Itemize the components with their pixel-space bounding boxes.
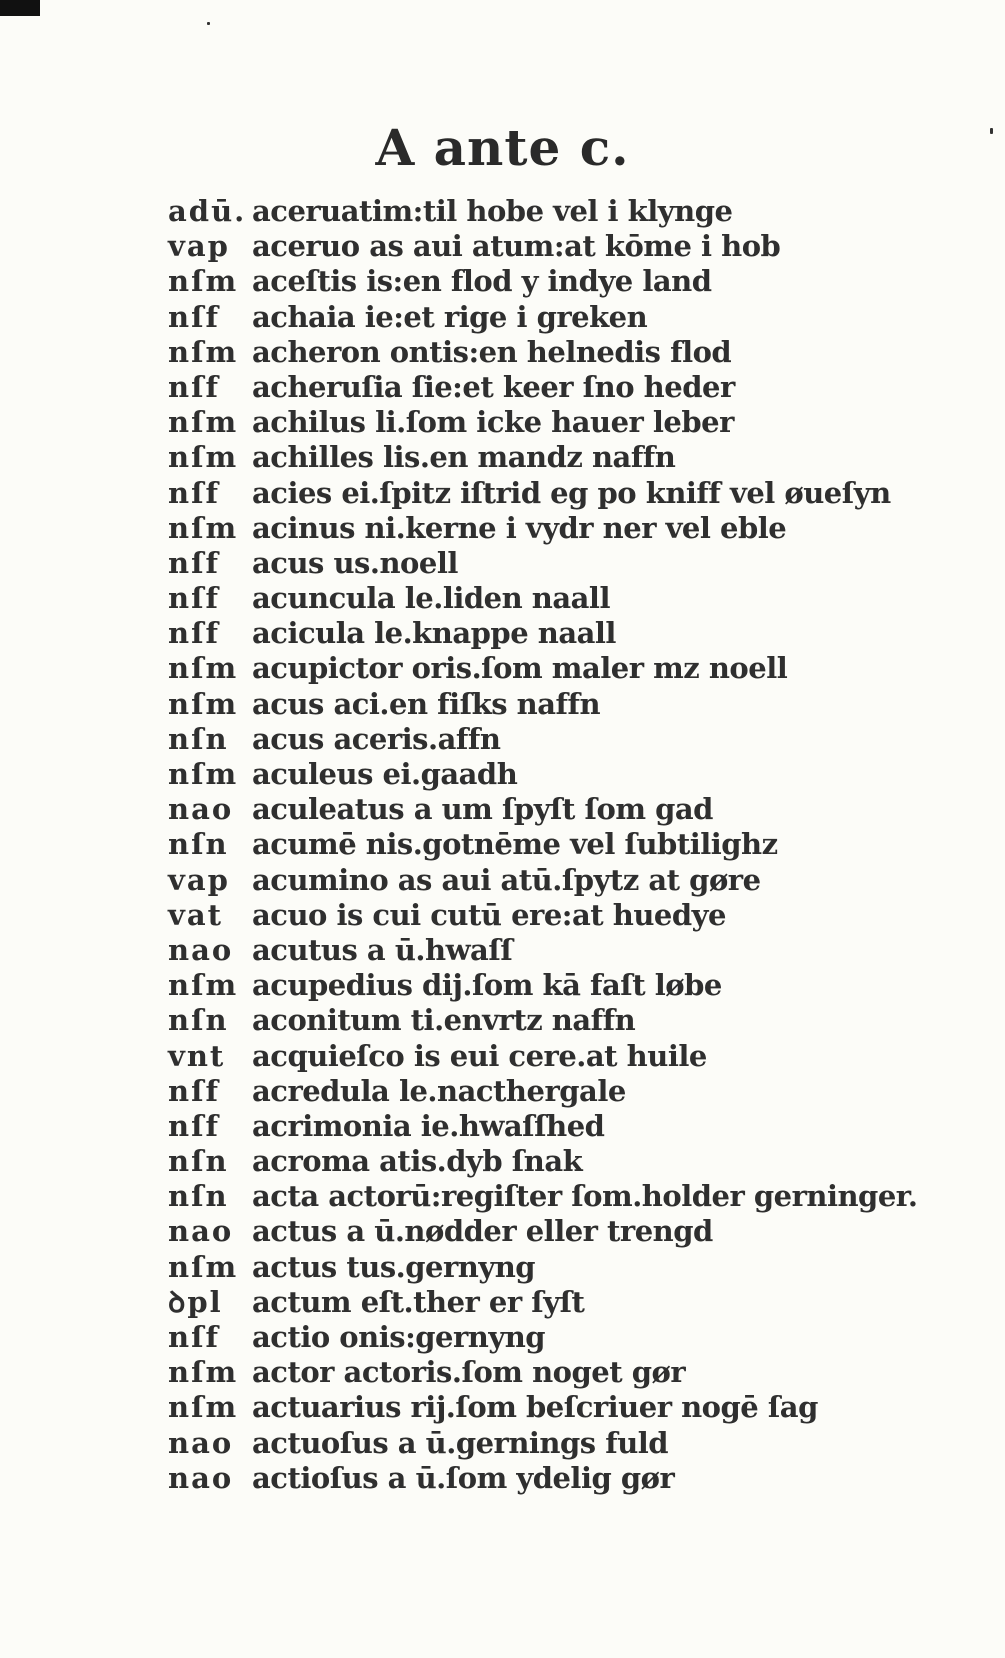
dictionary-entry: [168, 194, 998, 229]
entry-definition: acinus ni.kerne i vydr ner vel eble: [252, 510, 787, 545]
dictionary-entry: [168, 1039, 998, 1074]
dictionary-entry: [168, 1285, 998, 1320]
dictionary-entry: [168, 476, 998, 511]
dictionary-entry: [168, 264, 998, 299]
dictionary-entry: [168, 1214, 998, 1249]
grammar-abbreviation: nſn: [168, 1179, 229, 1214]
grammar-abbreviation: vap: [168, 862, 230, 897]
entry-definition: acta actorū:regiſter ſom.holder gerninger.: [252, 1179, 918, 1214]
page-heading: A ante c.: [375, 118, 630, 177]
entry-definition: acheruſia ſie:et keer ſno heder: [252, 369, 735, 404]
entry-definition: actum eſt.ther er ſyſt: [252, 1284, 585, 1319]
dictionary-entry: [168, 1074, 998, 1109]
dictionary-entry: [168, 1390, 998, 1425]
grammar-abbreviation: vnt: [168, 1038, 226, 1073]
entry-definition: acupedius dij.ſom kā faſt løbe: [252, 968, 722, 1003]
dictionary-entry: [168, 757, 998, 792]
dictionary-entry: [168, 687, 998, 722]
dictionary-entry: [168, 1179, 998, 1214]
grammar-abbreviation: nſn: [168, 1144, 229, 1179]
grammar-abbreviation: nſf: [168, 1108, 221, 1143]
grammar-abbreviation: nſf: [168, 1320, 221, 1354]
dictionary-entry: [168, 581, 998, 616]
entry-definition: acumē nis.gotnēme vel ſubtilighz: [252, 827, 778, 862]
entry-definition: aculeatus a um ſpyſt ſom gad: [252, 792, 713, 827]
dictionary-entry: [168, 1426, 998, 1461]
grammar-abbreviation: nſm: [168, 405, 239, 440]
entry-definition: aceſtis is:en flod y indye land: [252, 264, 712, 299]
entry-definition: achilus li.ſom icke hauer leber: [252, 405, 734, 440]
dictionary-entry: [168, 546, 998, 581]
grammar-abbreviation: nſm: [168, 651, 239, 686]
grammar-abbreviation: nao: [168, 1425, 234, 1460]
grammar-abbreviation: nſf: [168, 545, 221, 580]
dictionary-entry: [168, 792, 998, 827]
grammar-abbreviation: adū.: [168, 194, 247, 228]
dictionary-entry: [168, 335, 998, 370]
grammar-abbreviation: nſm: [168, 1355, 239, 1390]
dictionary-entry: [168, 405, 998, 440]
entry-definition: actus tus.gernyng: [252, 1249, 536, 1284]
grammar-abbreviation: nſn: [168, 1003, 229, 1038]
grammar-abbreviation: nſf: [168, 369, 221, 404]
dictionary-entry: [168, 651, 998, 686]
dictionary-entry: [168, 898, 998, 933]
entry-definition: acroma atis.dyb ſnak: [252, 1144, 583, 1179]
entry-definition: acredula le.nacthergale: [252, 1073, 626, 1108]
dictionary-entry: [168, 1003, 998, 1038]
grammar-abbreviation: nſm: [168, 686, 239, 721]
dictionary-entry: [168, 863, 998, 898]
entry-definition: actus a ū.nødder eller trengd: [252, 1214, 713, 1249]
entry-definition: acuo is cui cutū ere:at huedye: [252, 897, 726, 932]
entry-definition: actuarius rij.ſom beſcriuer nogē ſag: [252, 1390, 818, 1425]
entry-definition: aceruatim:til hobe vel i klynge: [252, 194, 733, 228]
grammar-abbreviation: ꝺpl: [168, 1284, 223, 1319]
grammar-abbreviation: nſn: [168, 827, 229, 862]
grammar-abbreviation: nao: [168, 932, 234, 967]
scan-corner-mark: [0, 0, 40, 16]
dictionary-entry: [168, 511, 998, 546]
grammar-abbreviation: nſm: [168, 757, 239, 791]
dictionary-entry: [168, 1320, 998, 1355]
entry-definition: achilles lis.en mandz naffn: [252, 440, 676, 475]
grammar-abbreviation: nſm: [168, 1249, 239, 1284]
grammar-abbreviation: nſf: [168, 475, 221, 510]
entry-definition: acupictor oris.ſom maler mz noell: [252, 651, 788, 686]
entry-definition: actor actoris.ſom noget gør: [252, 1355, 686, 1390]
grammar-abbreviation: nſf: [168, 299, 221, 334]
entry-definition: acquieſco is eui cere.at huile: [252, 1038, 707, 1073]
grammar-abbreviation: nſm: [168, 1390, 239, 1425]
entry-definition: actio onis:gernyng: [252, 1320, 546, 1354]
grammar-abbreviation: nſm: [168, 510, 239, 545]
grammar-abbreviation: nſf: [168, 581, 221, 616]
grammar-abbreviation: nao: [168, 1460, 234, 1495]
entry-definition: aceruo as aui atum:at kōme i hob: [252, 229, 781, 264]
grammar-abbreviation: vat: [168, 897, 224, 932]
entry-definition: acheron ontis:en helnedis flod: [252, 334, 732, 369]
grammar-abbreviation: vap: [168, 229, 230, 264]
grammar-abbreviation: nſm: [168, 264, 239, 299]
grammar-abbreviation: nſf: [168, 1073, 221, 1108]
entry-definition: acus aceris.affn: [252, 721, 501, 756]
dictionary-entry: [168, 1144, 998, 1179]
entry-definition: actuoſus a ū.gernings fuld: [252, 1425, 669, 1460]
grammar-abbreviation: nſm: [168, 968, 239, 1003]
dictionary-entry: [168, 827, 998, 862]
grammar-abbreviation: nao: [168, 792, 234, 827]
entry-definition: acuncula le.liden naall: [252, 581, 610, 616]
entry-definition: acicula le.knappe naall: [252, 616, 616, 651]
dictionary-entry: [168, 1109, 998, 1144]
dictionary-entry: [168, 300, 998, 335]
grammar-abbreviation: nſm: [168, 334, 239, 369]
entry-definition: acus aci.en fiſks naffn: [252, 686, 601, 721]
dictionary-entry: [168, 440, 998, 475]
dictionary-entry: [168, 968, 998, 1003]
dictionary-entry: [168, 1250, 998, 1285]
dictionary-entry: [168, 933, 998, 968]
dictionary-entry: [168, 370, 998, 405]
grammar-abbreviation: nſn: [168, 721, 229, 756]
entry-definition: acus us.noell: [252, 545, 458, 580]
grammar-abbreviation: nao: [168, 1214, 234, 1249]
ink-speck: [207, 22, 210, 25]
entry-definition: acies ei.ſpitz iſtrid eg po kniff vel øueſyn: [252, 475, 891, 510]
entry-definition: aculeus ei.gaadh: [252, 757, 518, 791]
entry-definition: aconitum ti.envrtz naffn: [252, 1003, 636, 1038]
entry-definition: achaia ie:et rige i greken: [252, 299, 648, 334]
entry-definition: acrimonia ie.hwaſſhed: [252, 1108, 605, 1143]
dictionary-entry: [168, 1355, 998, 1390]
dictionary-entry: [168, 722, 998, 757]
grammar-abbreviation: nſf: [168, 616, 221, 651]
entry-definition: acutus a ū.hwaſſ: [252, 932, 513, 967]
grammar-abbreviation: nſm: [168, 440, 239, 475]
dictionary-entry: [168, 616, 998, 651]
dictionary-entry: [168, 229, 998, 264]
dictionary-entries: [168, 194, 998, 1496]
entry-definition: acumino as aui atū.ſpytz at gøre: [252, 862, 761, 897]
dictionary-entry: [168, 1461, 998, 1496]
entry-definition: actioſus a ū.ſom ydelig gør: [252, 1460, 675, 1495]
